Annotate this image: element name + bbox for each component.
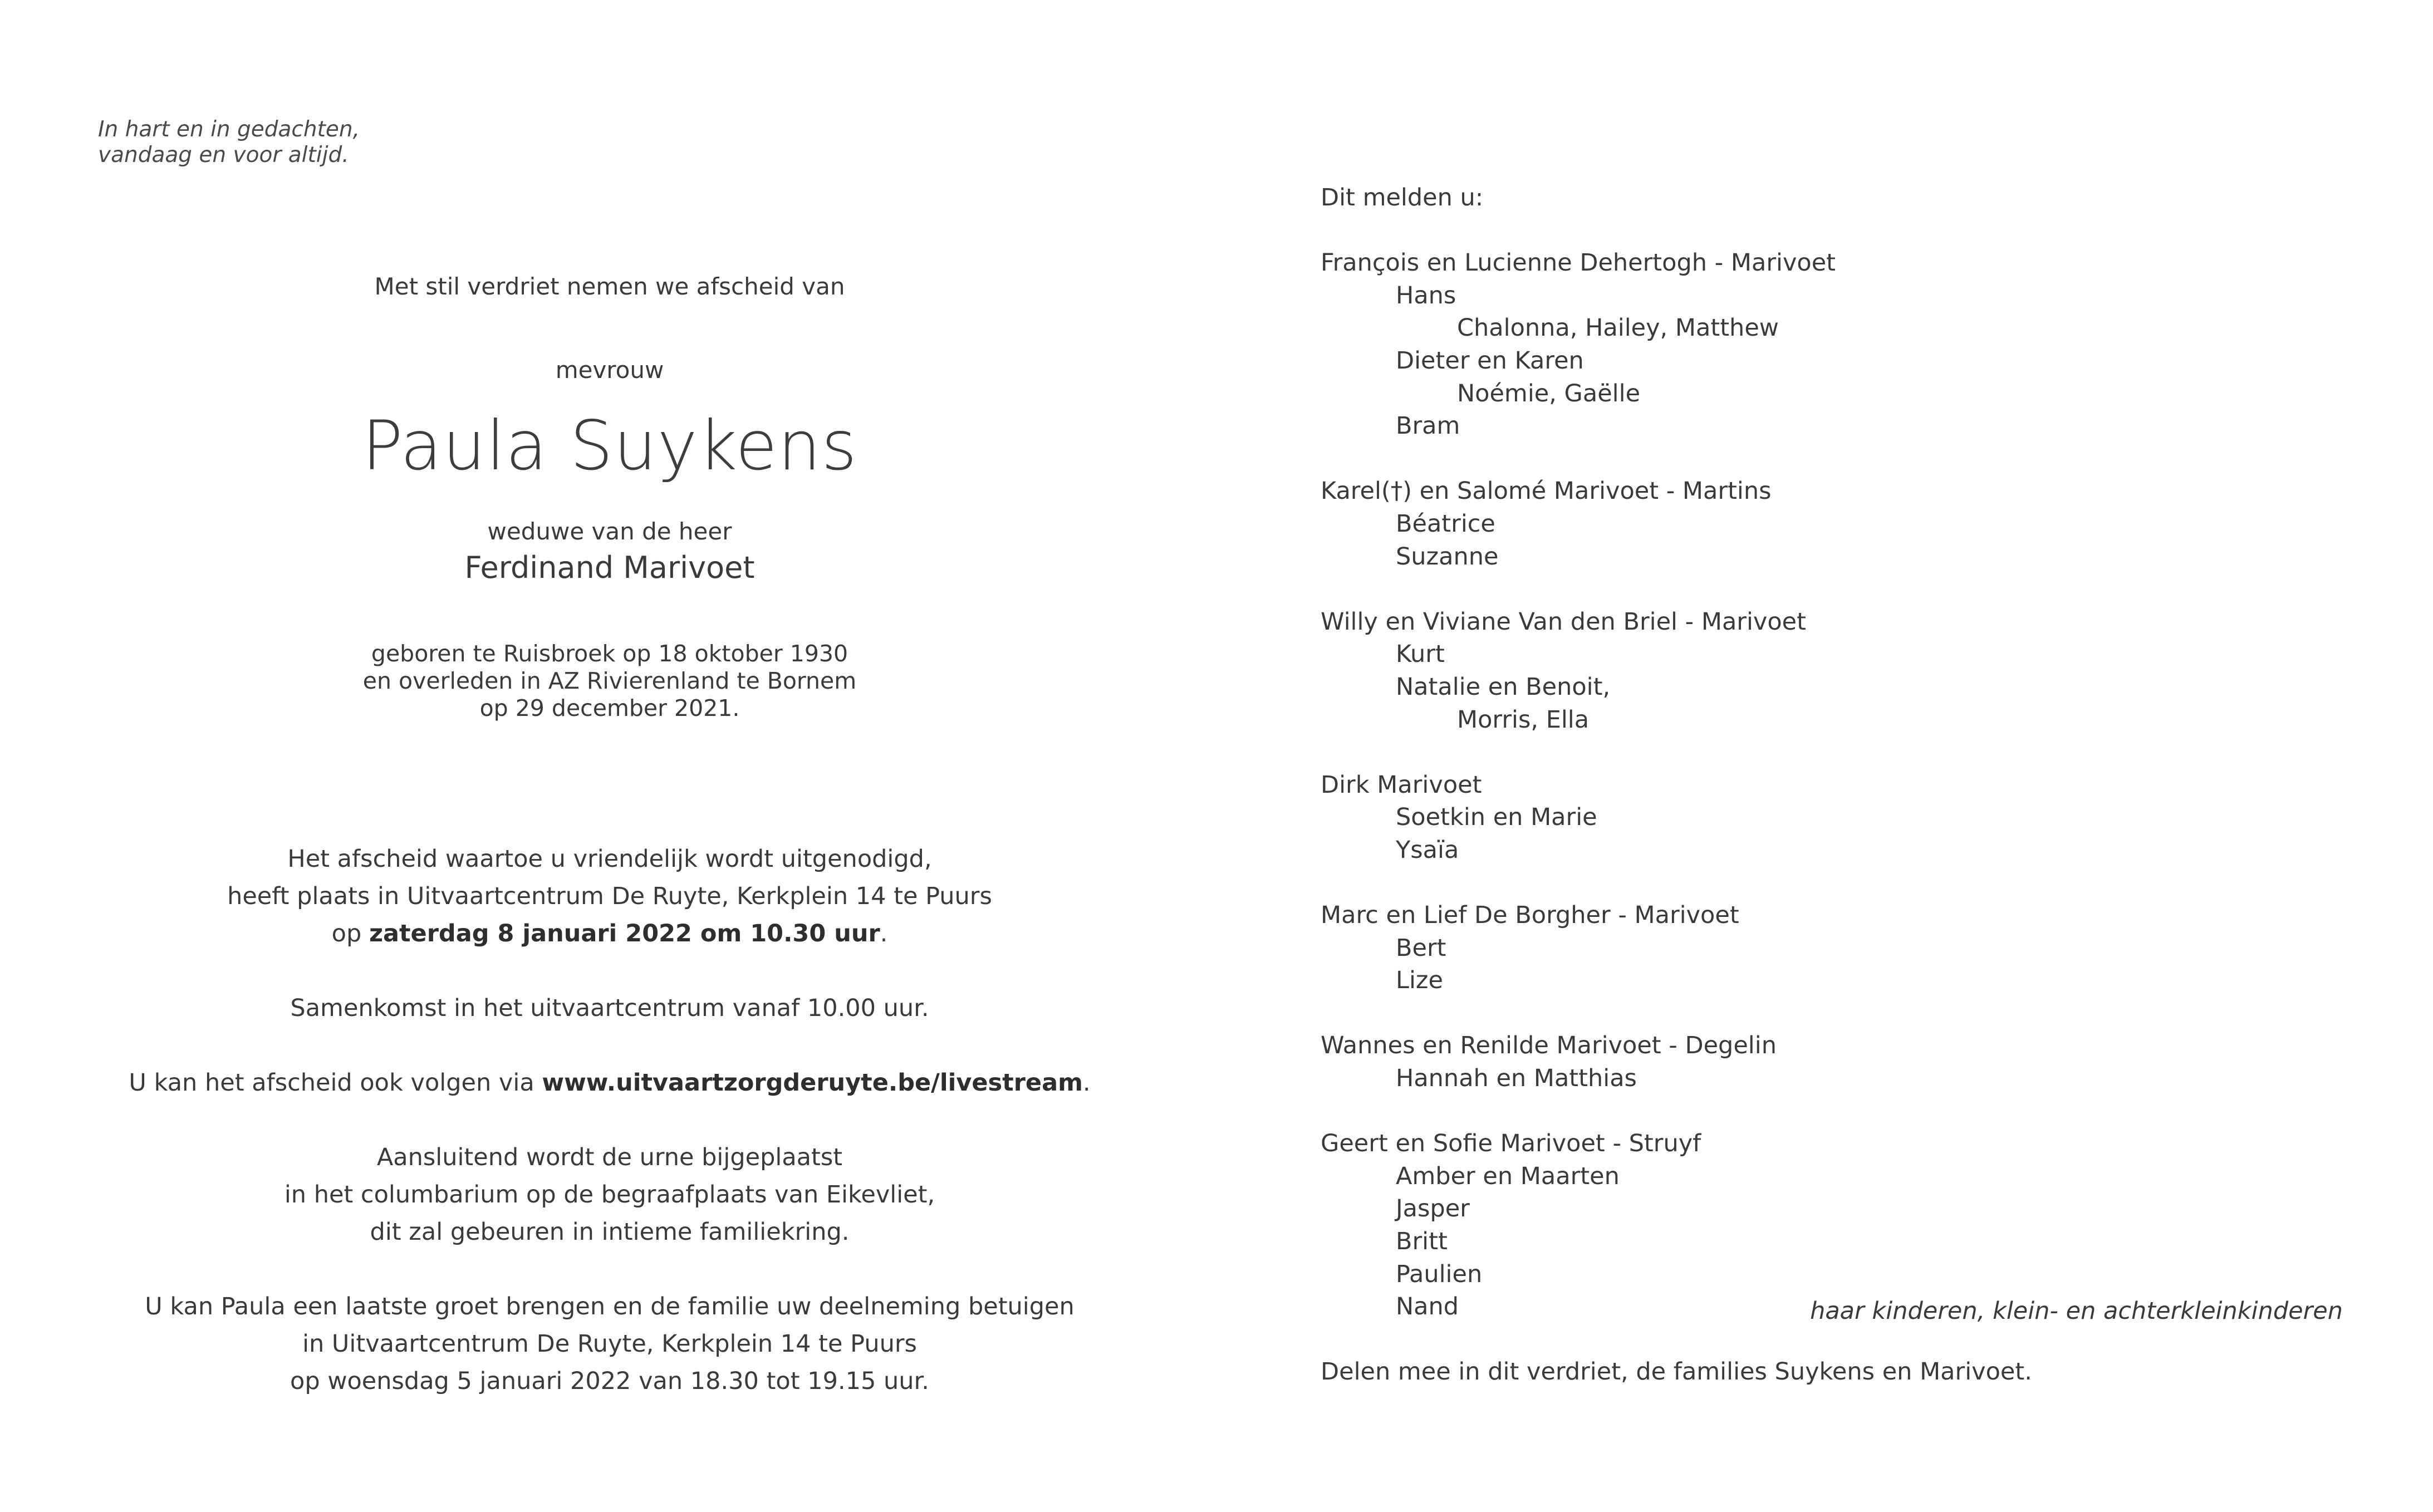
- widow-line: weduwe van de heer: [487, 518, 732, 545]
- ceremony-date-line: op zaterdag 8 januari 2022 om 10.30 uur.: [331, 920, 888, 948]
- family-head: Wannes en Renilde Marivoet - Degelin: [1321, 1032, 1777, 1060]
- livestream-link[interactable]: www.uitvaartzorgderuyte.be/livestream: [542, 1069, 1083, 1097]
- families-container: [1321, 247, 2378, 1356]
- family-member: Nand: [1396, 1293, 1459, 1321]
- announce-line: Dit melden u:: [1321, 184, 1484, 212]
- family-member: Suzanne: [1396, 542, 1499, 571]
- family-member: Noémie, Gaëlle: [1457, 379, 1641, 408]
- family-list: [1321, 181, 2378, 1388]
- birth-line: geboren te Ruisbroek op 18 oktober 1930: [371, 640, 848, 667]
- family-member: Bram: [1396, 412, 1460, 440]
- visit-line: U kan Paula een laatste groet brengen en de familie uw deelneming betuigen: [145, 1293, 1075, 1320]
- family-member: Hans: [1396, 281, 1456, 310]
- family-member: Hannah en Matthias: [1396, 1064, 1637, 1093]
- family-head: Willy en Viviane Van den Briel - Marivoet: [1321, 607, 1806, 636]
- family-head: Karel(†) en Salomé Marivoet - Martins: [1321, 477, 1772, 505]
- family-head: Geert en Sofie Marivoet - Struyf: [1321, 1130, 1701, 1158]
- family-role: haar kinderen, klein- en achterkleinkinderen: [1810, 1297, 2343, 1325]
- family-member: Morris, Ella: [1457, 705, 1590, 734]
- motto-line: vandaag en voor altijd.: [98, 143, 349, 168]
- motto-line: In hart en in gedachten,: [98, 117, 360, 142]
- family-member: Soetkin en Marie: [1396, 803, 1597, 832]
- intro-text: Met stil verdriet nemen we afscheid van: [374, 273, 845, 300]
- deceased-name: Paula Suykens: [362, 406, 857, 485]
- visit-line: in Uitvaartcentrum De Ruyte, Kerkplein 14 te Puurs: [302, 1330, 917, 1358]
- dates-block: [0, 640, 1219, 722]
- death-place-line: en overleden in AZ Rivierenland te Bornem: [362, 667, 857, 694]
- family-member: Natalie en Benoit,: [1396, 672, 1611, 701]
- family-head: Dirk Marivoet: [1321, 770, 1482, 799]
- family-member: Amber en Maarten: [1396, 1162, 1620, 1190]
- family-member: Britt: [1396, 1228, 1448, 1255]
- death-date-line: op 29 december 2021.: [479, 695, 740, 721]
- ceremony-line: heeft plaats in Uitvaartcentrum De Ruyte, Kerkplein 14 te Puurs: [227, 882, 992, 910]
- family-head: Marc en Lief De Borgher - Marivoet: [1321, 901, 1739, 930]
- ceremony-line: Het afscheid waartoe u vriendelijk wordt uitgenodigd,: [287, 845, 932, 873]
- family-member: Lize: [1396, 966, 1443, 995]
- urn-line: Aansluitend wordt de urne bijgeplaatst: [376, 1143, 843, 1171]
- motto: [98, 117, 360, 168]
- urn-line: in het columbarium op de begraafplaats van Eikevliet,: [284, 1181, 935, 1209]
- visit-line: op woensdag 5 januari 2022 van 18.30 tot 19.15 uur.: [290, 1367, 929, 1395]
- title-word: mevrouw: [555, 356, 664, 384]
- livestream-line: U kan het afscheid ook volgen via www.uitvaartzorgderuyte.be/livestream.: [129, 1069, 1091, 1097]
- husband-name: Ferdinand Marivoet: [464, 550, 755, 585]
- ceremony-date: zaterdag 8 januari 2022 om 10.30 uur: [369, 920, 880, 948]
- ceremony-block: [0, 841, 1219, 1400]
- family-member: Chalonna, Hailey, Matthew: [1457, 314, 1779, 342]
- family-member: Paulien: [1396, 1260, 1483, 1288]
- closing-line: Delen mee in dit verdriet, de families Suykens en Marivoet.: [1321, 1358, 2032, 1386]
- family-member: Kurt: [1396, 640, 1445, 669]
- gathering-line: Samenkomst in het uitvaartcentrum vanaf 10.00 uur.: [290, 994, 929, 1022]
- family-member: Bert: [1396, 934, 1446, 962]
- family-member: Dieter en Karen: [1396, 346, 1584, 375]
- family-member: Jasper: [1396, 1195, 1470, 1223]
- family-member: Béatrice: [1396, 509, 1495, 538]
- urn-line: dit zal gebeuren in intieme familiekring.: [370, 1218, 850, 1246]
- family-member: Ysaïa: [1396, 836, 1459, 864]
- family-head: François en Lucienne Dehertogh - Marivoet: [1321, 249, 1836, 277]
